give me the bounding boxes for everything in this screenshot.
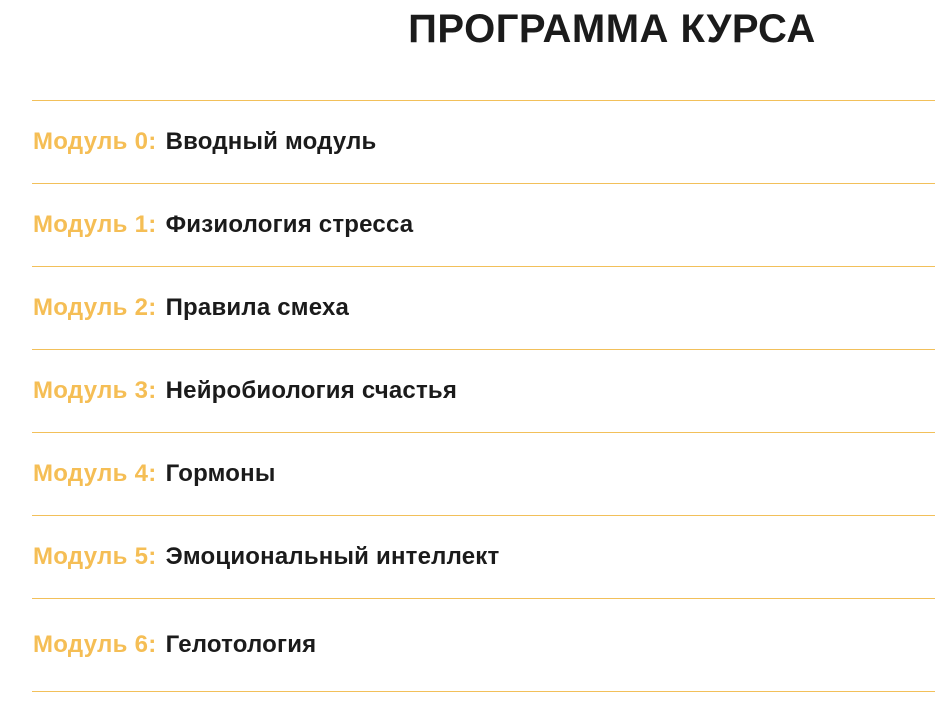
module-number-label: Модуль 3: bbox=[33, 377, 157, 404]
module-title-text: Нейробиология счастья bbox=[165, 377, 458, 404]
module-row[interactable] bbox=[32, 266, 935, 349]
module-title-text: Правила смеха bbox=[165, 294, 350, 321]
module-row[interactable] bbox=[32, 349, 935, 432]
module-title-text: Вводный модуль bbox=[165, 128, 377, 155]
module-row[interactable] bbox=[32, 183, 935, 266]
module-number-label: Модуль 5: bbox=[33, 543, 157, 570]
module-title-text: Гормоны bbox=[165, 460, 276, 487]
module-number-label: Модуль 6: bbox=[33, 631, 157, 658]
module-number-label: Модуль 0: bbox=[33, 128, 157, 155]
page-title: ПРОГРАММА КУРСА bbox=[408, 7, 816, 51]
module-number-label: Модуль 4: bbox=[33, 460, 157, 487]
module-list bbox=[32, 100, 935, 692]
module-row[interactable] bbox=[32, 598, 935, 692]
module-title-text: Гелотология bbox=[165, 631, 317, 658]
module-row[interactable] bbox=[32, 100, 935, 183]
module-number-label: Модуль 2: bbox=[33, 294, 157, 321]
module-row[interactable] bbox=[32, 515, 935, 598]
module-row[interactable] bbox=[32, 432, 935, 515]
module-number-label: Модуль 1: bbox=[33, 211, 157, 238]
module-title-text: Эмоциональный интеллект bbox=[165, 543, 500, 570]
module-title-text: Физиология стресса bbox=[165, 211, 414, 238]
